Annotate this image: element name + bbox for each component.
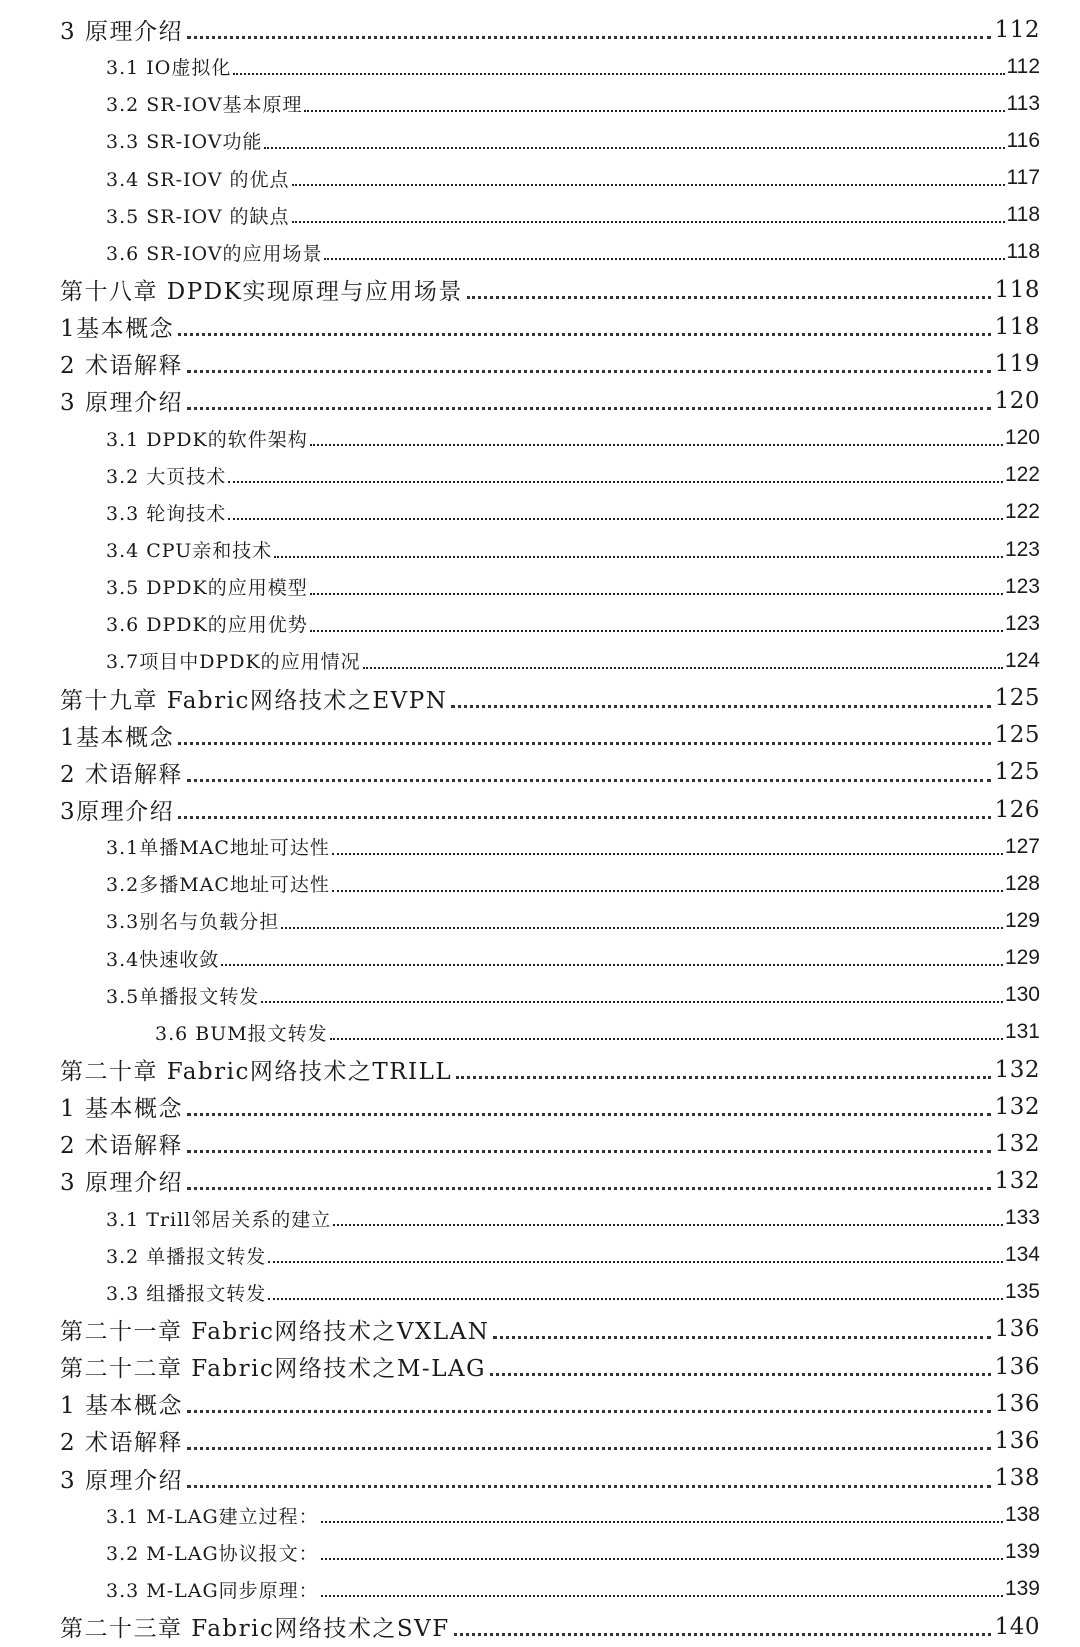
toc-entry[interactable] [0, 345, 1080, 382]
toc-entry-title: 3 原理介绍 [60, 390, 183, 417]
dot-leader [281, 927, 1003, 929]
toc-entry[interactable] [0, 85, 1080, 122]
toc-entry-page-number: 124 [1004, 648, 1040, 672]
dot-leader [187, 1150, 991, 1153]
toc-entry[interactable] [0, 160, 1080, 197]
toc-entry-title: 3.2 SR-IOV基本原理 [106, 94, 303, 117]
dot-leader [467, 296, 991, 299]
toc-entry-title: 3.2 单播报文转发 [106, 1245, 267, 1268]
toc-entry-title: 1基本概念 [60, 724, 175, 751]
dot-leader [178, 742, 990, 745]
toc-entry[interactable] [0, 940, 1080, 977]
toc-entry-title: 3.1 Trill邻居关系的建立 [106, 1208, 332, 1231]
toc-entry-page-number: 112 [994, 16, 1040, 43]
toc-entry[interactable] [0, 1459, 1080, 1496]
toc-entry-page-number: 123 [1004, 537, 1040, 561]
toc-entry-page-number: 133 [1004, 1206, 1040, 1230]
toc-entry[interactable] [0, 1014, 1080, 1051]
toc-entry-title: 1 基本概念 [60, 1096, 183, 1123]
toc-entry[interactable] [0, 754, 1080, 791]
toc-entry[interactable] [0, 234, 1080, 271]
toc-entry[interactable] [0, 1274, 1080, 1311]
toc-entry-title: 3.2 大页技术 [106, 465, 227, 488]
toc-entry-page-number: 125 [994, 722, 1040, 749]
toc-entry[interactable] [0, 828, 1080, 865]
toc-entry-title: 第十八章 DPDK实现原理与应用场景 [60, 279, 463, 306]
toc-entry[interactable] [0, 1237, 1080, 1274]
toc-entry[interactable] [0, 1497, 1080, 1534]
dot-leader [292, 221, 1005, 223]
toc-entry[interactable] [0, 271, 1080, 308]
toc-entry-page-number: 123 [1004, 574, 1040, 598]
toc-entry-page-number: 120 [1004, 426, 1040, 450]
dot-leader [268, 1298, 1003, 1300]
toc-entry[interactable] [0, 1608, 1080, 1645]
toc-entry-page-number: 118 [1006, 203, 1040, 227]
toc-entry[interactable] [0, 1348, 1080, 1385]
dot-leader [456, 1076, 990, 1079]
toc-entry-title: 第二十三章 Fabric网络技术之SVF [60, 1616, 450, 1643]
toc-entry-page-number: 138 [1004, 1503, 1040, 1527]
toc-entry-title: 3.3 SR-IOV功能 [106, 131, 263, 154]
dot-leader [310, 593, 1003, 595]
dot-leader [363, 667, 1003, 669]
toc-entry[interactable] [0, 1200, 1080, 1237]
dot-leader [332, 890, 1003, 892]
dot-leader [187, 407, 991, 410]
toc-entry-title: 3 原理介绍 [60, 1467, 183, 1494]
dot-leader [490, 1373, 991, 1376]
toc-entry-title: 3.2 M-LAG协议报文： [106, 1542, 319, 1565]
toc-entry-title: 3.1 IO虚拟化 [106, 57, 232, 80]
toc-entry-page-number: 123 [1004, 611, 1040, 635]
toc-entry-title: 3.2多播MAC地址可达性 [106, 874, 330, 897]
toc-entry-page-number: 136 [994, 1390, 1040, 1417]
toc-entry-page-number: 138 [994, 1465, 1040, 1492]
toc-entry-title: 3.1单播MAC地址可达性 [106, 837, 330, 860]
dot-leader [321, 1595, 1003, 1597]
dot-leader [233, 73, 1004, 75]
toc-entry-page-number: 132 [994, 1130, 1040, 1157]
toc-entry-page-number: 136 [994, 1427, 1040, 1454]
dot-leader [274, 556, 1003, 558]
toc-entry-page-number: 125 [994, 759, 1040, 786]
dot-leader [221, 964, 1003, 966]
toc-entry-page-number: 129 [1004, 908, 1040, 932]
toc-entry[interactable] [0, 122, 1080, 159]
dot-leader [493, 1336, 990, 1339]
toc-entry-title: 3.6 DPDK的应用优势 [106, 614, 308, 637]
toc-entry-title: 1 基本概念 [60, 1393, 183, 1420]
toc-entry[interactable] [0, 11, 1080, 48]
toc-entry-title: 2 术语解释 [60, 1430, 183, 1457]
toc-entry-page-number: 122 [1004, 500, 1040, 524]
toc-entry[interactable] [0, 1051, 1080, 1088]
dot-leader [268, 1261, 1003, 1263]
toc-entry-page-number: 127 [1004, 834, 1040, 858]
dot-leader [451, 705, 990, 708]
toc-entry[interactable] [0, 977, 1080, 1014]
toc-entry-page-number: 118 [994, 276, 1040, 303]
toc-entry[interactable] [0, 1385, 1080, 1422]
toc-entry-page-number: 130 [1004, 983, 1040, 1007]
toc-entry-page-number: 119 [994, 350, 1040, 377]
toc-entry-title: 3.5单播报文转发 [106, 985, 260, 1008]
dot-leader [187, 779, 991, 782]
toc-entry-page-number: 113 [1006, 91, 1040, 115]
toc-entry[interactable] [0, 1125, 1080, 1162]
toc-entry-title: 3.5 DPDK的应用模型 [106, 577, 308, 600]
dot-leader [228, 518, 1003, 520]
toc-entry-page-number: 116 [1006, 128, 1040, 152]
toc-entry-title: 3.6 SR-IOV的应用场景 [106, 242, 323, 265]
toc-entry-title: 第十九章 Fabric网络技术之EVPN [60, 687, 448, 714]
toc-entry-title: 3.6 BUM报文转发 [155, 1022, 328, 1045]
toc-entry-title: 3.4 CPU亲和技术 [106, 540, 273, 563]
dot-leader [333, 1224, 1003, 1226]
toc-entry-page-number: 117 [1006, 166, 1040, 190]
toc-entry-title: 3原理介绍 [60, 799, 175, 826]
dot-leader [330, 1038, 1003, 1040]
toc-entry-title: 第二十一章 Fabric网络技术之VXLAN [60, 1318, 490, 1345]
toc-entry-title: 3.7项目中DPDK的应用情况 [106, 651, 361, 674]
toc-entry-page-number: 135 [1004, 1280, 1040, 1304]
toc-entry-page-number: 131 [1004, 1020, 1040, 1044]
toc-entry-page-number: 118 [994, 313, 1040, 340]
toc-entry-title: 2 术语解释 [60, 353, 183, 380]
dot-leader [321, 1558, 1003, 1560]
toc-entry[interactable] [0, 642, 1080, 679]
toc-entry-title: 3.4快速收敛 [106, 948, 220, 971]
toc-entry[interactable] [0, 1534, 1080, 1571]
toc-entry[interactable] [0, 680, 1080, 717]
toc-entry-title: 3.3 M-LAG同步原理： [106, 1579, 319, 1602]
toc-entry[interactable] [0, 494, 1080, 531]
dot-leader [310, 630, 1003, 632]
toc-entry-page-number: 132 [994, 1167, 1040, 1194]
toc-entry-title: 2 术语解释 [60, 1133, 183, 1160]
toc-entry-title: 3.4 SR-IOV 的优点 [106, 168, 290, 191]
toc-entry-title: 3.1 DPDK的软件架构 [106, 428, 308, 451]
toc-entry-title: 3.1 M-LAG建立过程： [106, 1505, 319, 1528]
toc-entry-page-number: 134 [1004, 1243, 1040, 1267]
dot-leader [261, 1001, 1003, 1003]
dot-leader [228, 481, 1003, 483]
toc-entry[interactable] [0, 717, 1080, 754]
toc-entry-title: 3.5 SR-IOV 的缺点 [106, 205, 290, 228]
toc-entry-title: 3.3别名与负载分担 [106, 911, 280, 934]
toc-entry[interactable] [0, 865, 1080, 902]
dot-leader [321, 1521, 1003, 1523]
toc-entry-page-number: 139 [1004, 1577, 1040, 1601]
dot-leader [187, 1485, 991, 1488]
toc-entry-page-number: 118 [1006, 240, 1040, 264]
dot-leader [454, 1633, 991, 1636]
toc-entry[interactable] [0, 382, 1080, 419]
dot-leader [178, 333, 990, 336]
toc-entry[interactable] [0, 1311, 1080, 1348]
toc-entry-page-number: 129 [1004, 946, 1040, 970]
dot-leader [187, 1410, 991, 1413]
toc-entry[interactable] [0, 791, 1080, 828]
toc-entry-page-number: 136 [994, 1353, 1040, 1380]
toc-entry-page-number: 112 [1006, 54, 1040, 78]
toc-entry-page-number: 128 [1004, 871, 1040, 895]
toc-entry-title: 3 原理介绍 [60, 1170, 183, 1197]
dot-leader [324, 258, 1004, 260]
toc-entry-page-number: 126 [994, 796, 1040, 823]
dot-leader [187, 1113, 991, 1116]
dot-leader [187, 1447, 991, 1450]
toc-entry[interactable] [0, 1088, 1080, 1125]
toc-entry-page-number: 139 [1004, 1540, 1040, 1564]
toc-entry[interactable] [0, 1162, 1080, 1199]
toc-entry-page-number: 132 [994, 1056, 1040, 1083]
toc-entry-page-number: 132 [994, 1093, 1040, 1120]
toc-entry-page-number: 136 [994, 1316, 1040, 1343]
toc-entry-title: 1基本概念 [60, 316, 175, 343]
toc-entry-page-number: 122 [1004, 463, 1040, 487]
dot-leader [332, 853, 1003, 855]
toc-entry[interactable] [0, 605, 1080, 642]
toc-entry[interactable] [0, 420, 1080, 457]
toc-entry[interactable] [0, 1571, 1080, 1608]
dot-leader [187, 36, 991, 39]
toc-entry-title: 第二十二章 Fabric网络技术之M-LAG [60, 1356, 486, 1383]
dot-leader [310, 444, 1003, 446]
dot-leader [178, 816, 990, 819]
table-of-contents [0, 11, 1080, 1645]
toc-entry[interactable] [0, 308, 1080, 345]
toc-entry[interactable] [0, 457, 1080, 494]
toc-entry-title: 3 原理介绍 [60, 19, 183, 46]
toc-entry-title: 3.3 轮询技术 [106, 502, 227, 525]
dot-leader [187, 370, 991, 373]
toc-entry[interactable] [0, 1422, 1080, 1459]
toc-entry-page-number: 125 [994, 685, 1040, 712]
dot-leader [264, 147, 1004, 149]
toc-entry-title: 2 术语解释 [60, 761, 183, 788]
dot-leader [187, 1187, 991, 1190]
toc-entry-page-number: 120 [994, 387, 1040, 414]
dot-leader [292, 184, 1005, 186]
dot-leader [304, 110, 1004, 112]
toc-entry-title: 3.3 组播报文转发 [106, 1282, 267, 1305]
toc-entry[interactable] [0, 48, 1080, 85]
toc-entry-title: 第二十章 Fabric网络技术之TRILL [60, 1059, 453, 1085]
toc-entry[interactable] [0, 197, 1080, 234]
toc-entry[interactable] [0, 531, 1080, 568]
toc-entry-page-number: 140 [994, 1613, 1040, 1640]
toc-entry[interactable] [0, 902, 1080, 939]
toc-entry[interactable] [0, 568, 1080, 605]
